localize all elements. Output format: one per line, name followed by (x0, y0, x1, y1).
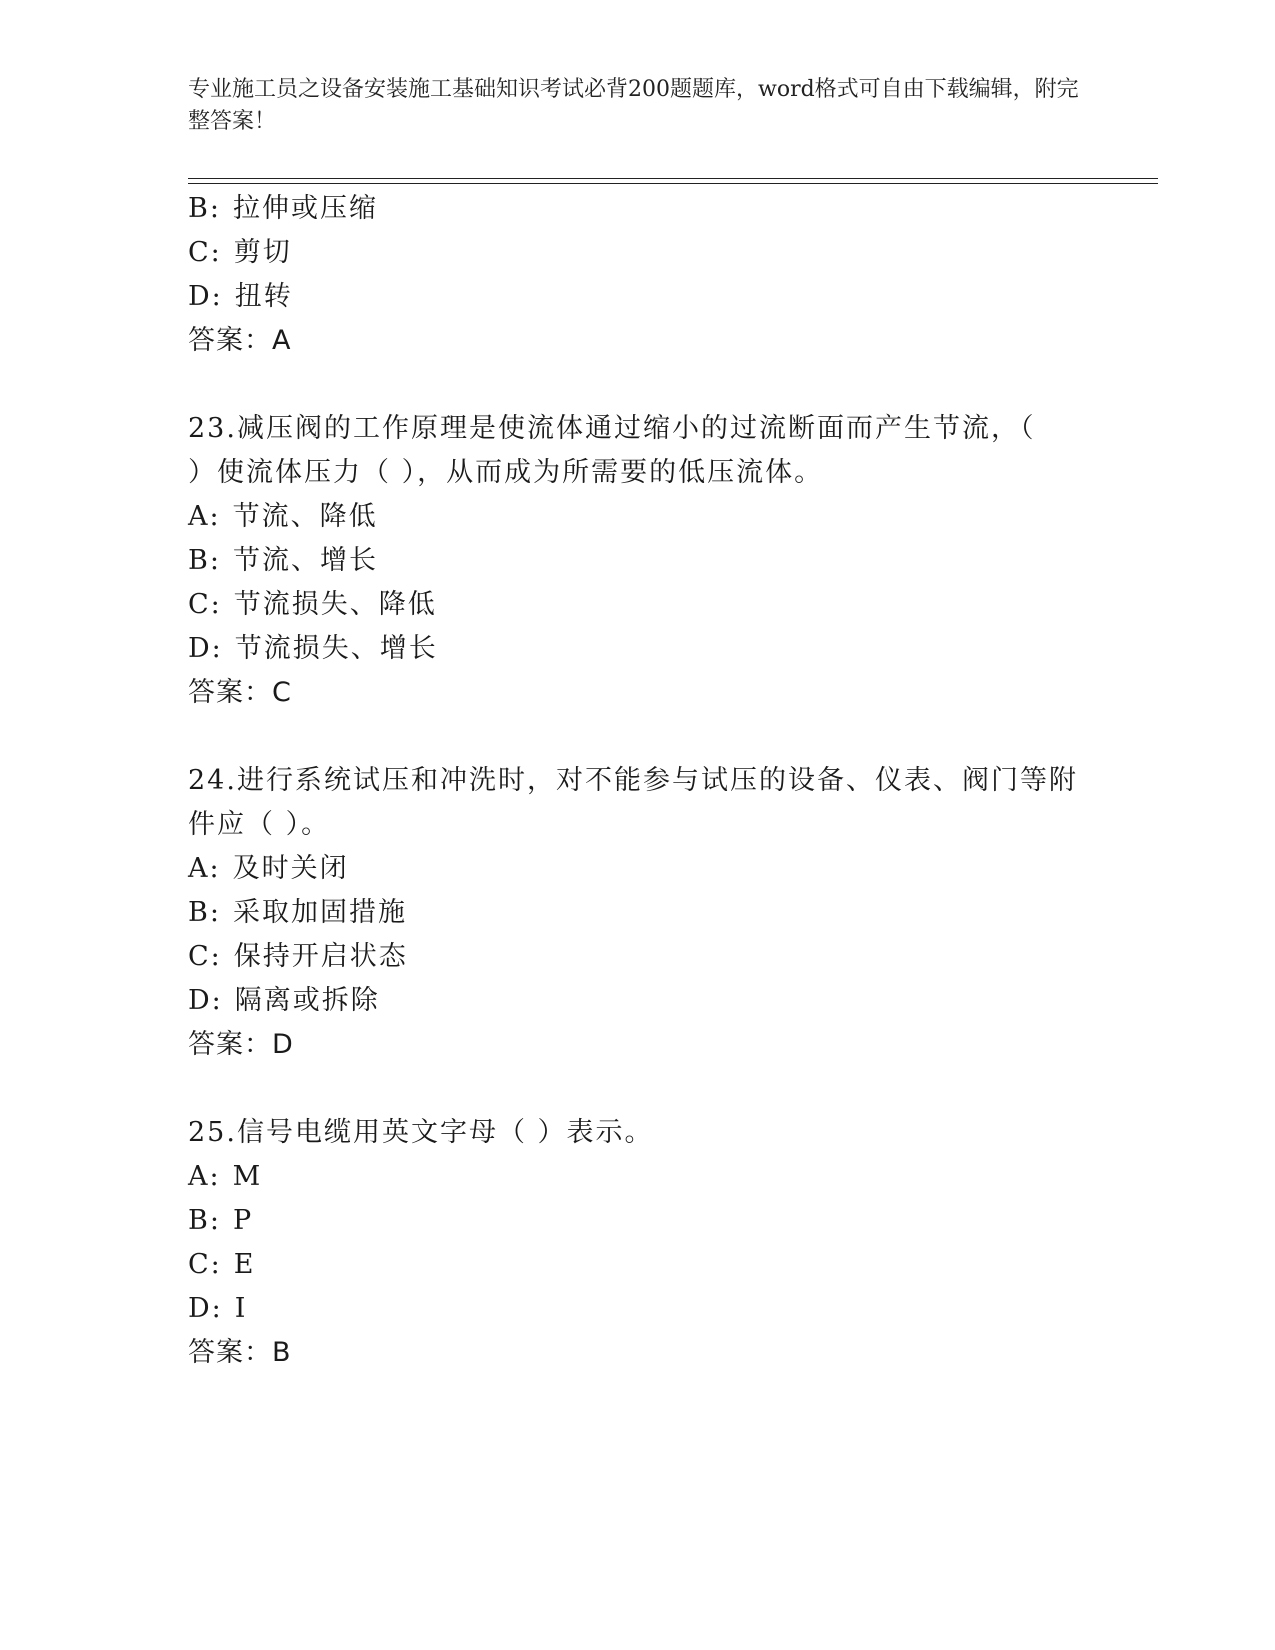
document-header: 专业施工员之设备安装施工基础知识考试必背200题题库，word格式可自由下载编辑，附完整答案！ (188, 77, 1079, 134)
option-row (188, 543, 378, 579)
option-row (188, 851, 349, 887)
answer-line: 答案：C (188, 677, 292, 708)
option-row (188, 983, 380, 1019)
option-row (188, 499, 378, 535)
option-row (188, 587, 437, 623)
option-row (188, 1247, 255, 1283)
option-row (188, 1203, 253, 1239)
option-letter: D: (188, 985, 223, 1016)
option-letter: C: (188, 589, 222, 620)
option-text: 扭转 (234, 281, 293, 312)
answer-line: 答案：D (188, 1029, 294, 1060)
option-letter: A: (188, 1161, 221, 1192)
answer-line: 答案：A (188, 325, 292, 356)
option-text: 节流损失、增长 (234, 633, 438, 664)
option-text: 隔离或拆除 (234, 985, 380, 1016)
option-text: 节流、降低 (232, 501, 378, 532)
option-text: 剪切 (233, 237, 292, 268)
option-row (188, 895, 407, 931)
option-text: I (234, 1293, 248, 1324)
option-text: 节流、增长 (232, 545, 378, 576)
option-letter: A: (188, 501, 221, 532)
option-letter: B: (188, 545, 221, 576)
option-text: 节流损失、降低 (233, 589, 437, 620)
question-stem: 23.减压阀的工作原理是使流体通过缩小的过流断面而产生节流，（ (188, 413, 1036, 444)
option-letter: C: (188, 941, 222, 972)
option-text: 采取加固措施 (232, 897, 407, 928)
option-row (188, 191, 378, 227)
option-text: E (233, 1249, 256, 1280)
option-row (188, 631, 438, 667)
option-letter: C: (188, 237, 222, 268)
option-letter: C: (188, 1249, 222, 1280)
option-text: P (232, 1205, 254, 1236)
option-letter: D: (188, 281, 223, 312)
option-text: 拉伸或压缩 (232, 193, 378, 224)
question-stem: 25.信号电缆用英文字母（ ）表示。 (188, 1117, 654, 1148)
question-stem-continued: 件应（ ）。 (188, 809, 331, 840)
question-stem: 24.进行系统试压和冲洗时，对不能参与试压的设备、仪表、阀门等附 (188, 765, 1078, 796)
option-row (188, 1159, 262, 1195)
option-letter: B: (188, 1205, 221, 1236)
option-row (188, 1291, 247, 1327)
option-text: M (232, 1161, 263, 1192)
option-letter: B: (188, 897, 221, 928)
option-letter: D: (188, 1293, 223, 1324)
option-letter: A: (188, 853, 221, 884)
option-letter: B: (188, 193, 221, 224)
header-rule-bottom (188, 183, 1158, 184)
option-row (188, 235, 292, 271)
answer-line: 答案：B (188, 1337, 292, 1368)
option-text: 保持开启状态 (233, 941, 408, 972)
option-text: 及时关闭 (232, 853, 349, 884)
option-letter: D: (188, 633, 223, 664)
question-stem-continued: ）使流体压力（ ），从而成为所需要的低压流体。 (188, 457, 824, 488)
option-row (188, 279, 293, 315)
option-row (188, 939, 408, 975)
header-rule-top (188, 178, 1158, 179)
